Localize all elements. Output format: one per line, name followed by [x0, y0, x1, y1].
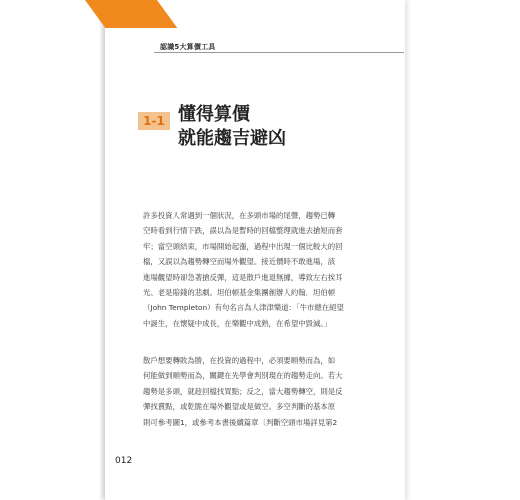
paragraph-line: 則可參考圖1，或參考本書後續篇章〔判斷空頭市場詳見第2: [143, 417, 338, 427]
paragraph-line: 何能做到順勢而為，關鍵在先學會判別現在的趨勢走向。若大: [143, 371, 343, 381]
section-title-line-1: 懂得算價: [178, 104, 250, 125]
header-divider: [154, 52, 404, 53]
paragraph-line: 許多投資人常遇到一個狀況，在多頭市場的尾聲，趨勢已轉: [143, 211, 336, 220]
section-title: [178, 103, 286, 151]
section-number-badge: 1-1: [138, 112, 170, 130]
paragraph-line: 空時看到行情下跌，誤以為是暫時的回檔整理就進去搶短而套: [143, 226, 343, 236]
paragraph-line: 檔，又誤以為趨勢轉空而場外觀望。接近價時不敢進場，該: [143, 257, 336, 267]
section-title-line-2: 就能趨吉避凶: [178, 128, 286, 149]
chapter-title: 認識5大算價工具: [160, 43, 216, 51]
paragraph-line: 中誕生，在懷疑中成長，在樂觀中成熟，在希望中毀滅。」: [143, 318, 332, 328]
paragraph-line: （John Templeton）有句名言為人津津樂道：「牛市總在絕望: [143, 303, 344, 313]
paragraph-line: 光、老是賠錢的悲劇。坦伯頓基金集團創辦人約翰．坦伯頓: [143, 288, 336, 298]
paragraph-line: 進場觀望時卻急著搶反彈，這是散戶進退無據，導致左右挨耳: [143, 272, 343, 282]
page-number: 012: [115, 456, 133, 466]
body-paragraph-2: [143, 353, 378, 430]
body-paragraph-1: [143, 208, 378, 331]
paragraph-line: 彈找賣點，或乾脆在場外觀望或是做空。多空判斷的基本原: [143, 402, 336, 412]
paragraph-line: 趨勢是多頭，就趁回檔找買點；反之，當大趨勢轉空，則是反: [143, 386, 343, 396]
paragraph-line: 牢；當空頭結束，市場開始起漲，過程中出現一個比較大的回: [143, 241, 343, 251]
paragraph-line: 散戶想要轉敗為勝，在投資的過程中，必須要順勢而為，如: [143, 356, 336, 365]
